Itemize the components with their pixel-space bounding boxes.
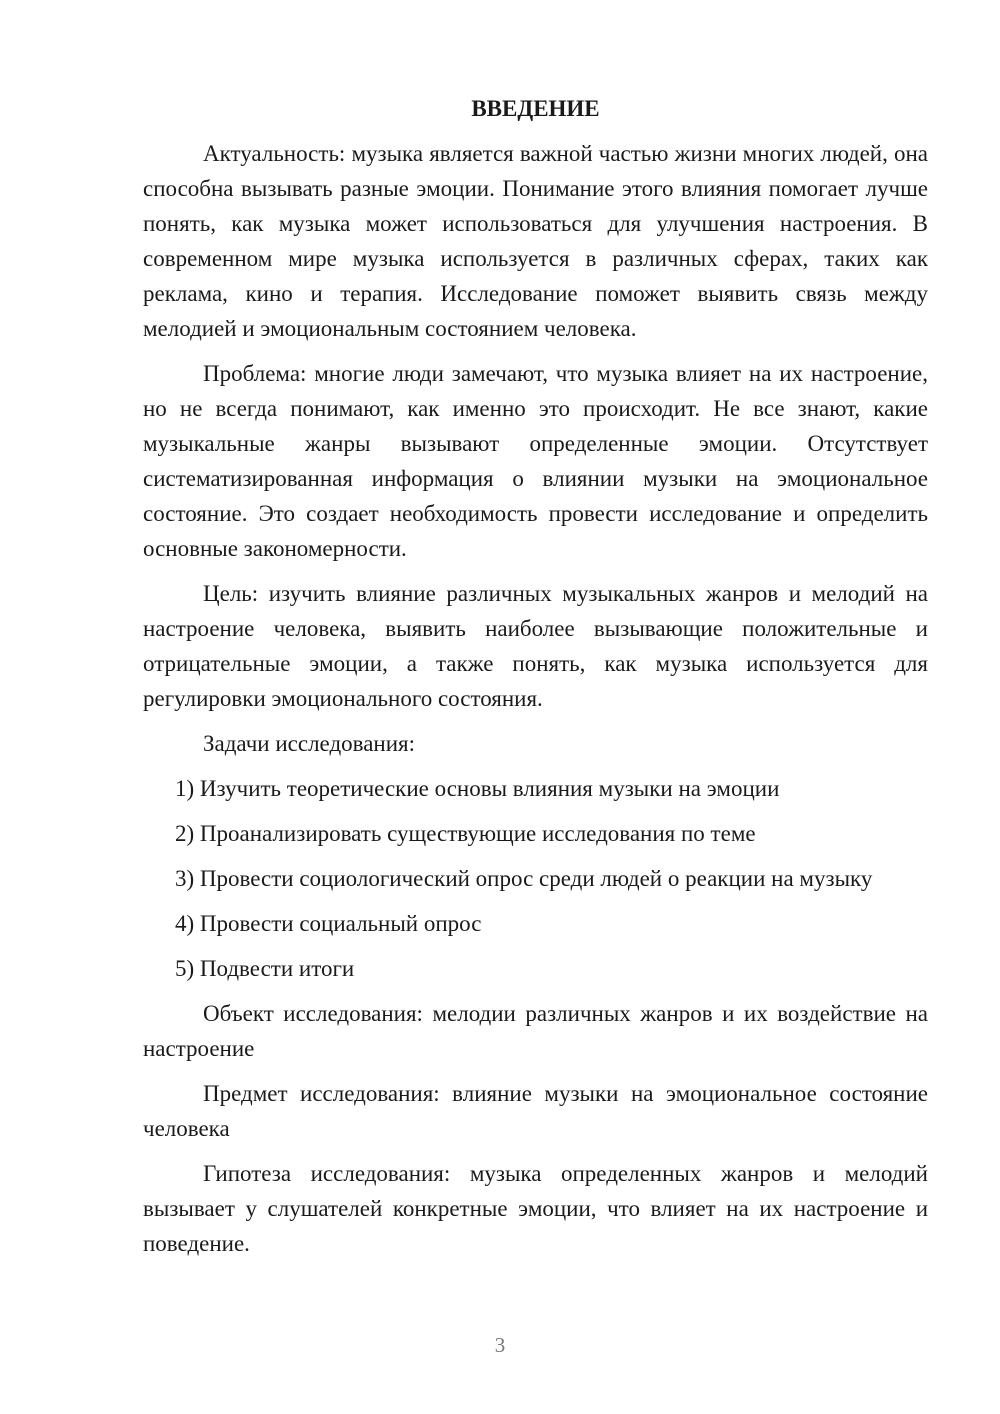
list-item: 2) Проанализировать существующие исследования по теме	[175, 821, 756, 846]
page-title: ВВЕДЕНИЕ	[471, 96, 600, 121]
page-content	[143, 91, 928, 1261]
tasks-heading: Задачи исследования:	[203, 731, 416, 756]
page-number: 3	[494, 1333, 506, 1357]
goal-paragraph: Цель: изучить влияние различных музыкальных жанров и мелодий на настроение человека, выявить наиболее вызывающие положительные и отрицательные эмоции, а также понять, как музыка используется для регулировки эмоционального состояния.	[143, 581, 928, 711]
list-item: 1) Изучить теоретические основы влияния музыки на эмоции	[175, 776, 780, 801]
problem-paragraph: Проблема: многие люди замечают, что музыка влияет на их настроение, но не всегда понимают, как именно это происходит. Не все знают, какие музыкальные жанры вызывают определенные эмоции. Отсутствует систематизированная информация о влиянии музыки на эмоциональное состояние. Это создает необходимость провести исследование и определить основные закономерности.	[143, 361, 928, 561]
list-item: 4) Провести социальный опрос	[175, 911, 482, 936]
list-item: 5) Подвести итоги	[175, 956, 355, 981]
subject-paragraph: Предмет исследования: влияние музыки на эмоциональное состояние человека	[143, 1081, 928, 1141]
task-list	[143, 771, 928, 986]
relevance-paragraph: Актуальность: музыка является важной частью жизни многих людей, она способна вызывать разные эмоции. Понимание этого влияния помогает лучше понять, как музыка может использоваться для улучшения настроения. В современном мире музыка используется в различных сферах, таких как реклама, кино и терапия. Исследование поможет выявить связь между мелодией и эмоциональным состоянием человека.	[143, 141, 928, 341]
hypothesis-paragraph: Гипотеза исследования: музыка определенных жанров и мелодий вызывает у слушателей конкретные эмоции, что влияет на их настроение и поведение.	[143, 1161, 928, 1256]
list-item: 3) Провести социологический опрос среди людей о реакции на музыку	[175, 866, 873, 891]
object-paragraph: Объект исследования: мелодии различных жанров и их воздействие на настроение	[143, 1001, 928, 1061]
